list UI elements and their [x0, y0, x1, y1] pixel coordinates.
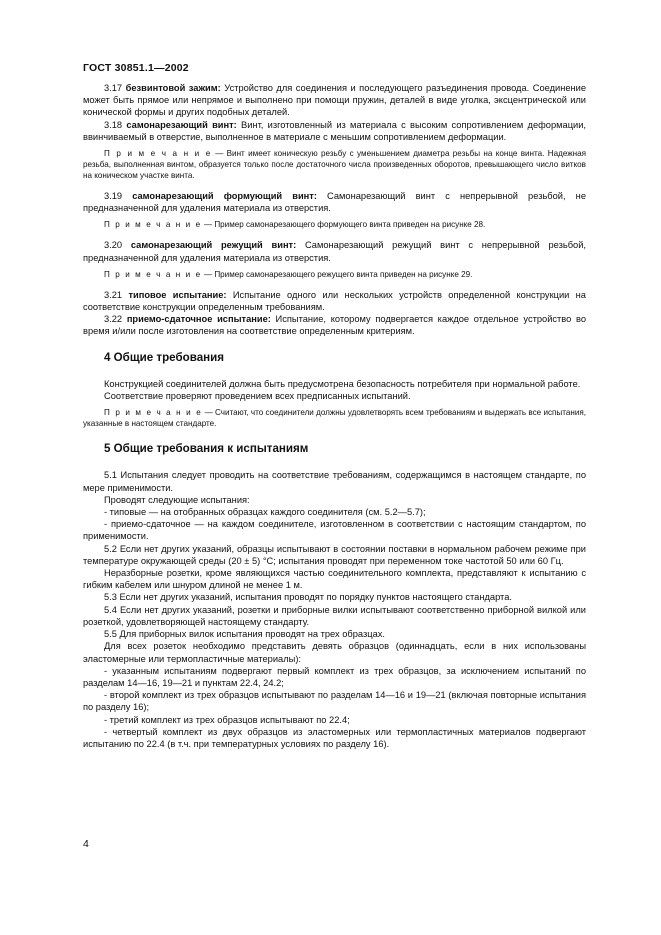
clause-number: 3.17	[104, 83, 123, 93]
clause-number: 3.19	[104, 191, 123, 202]
list-item: - приемо-сдаточное — на каждом соединителе, изготовленном в соответствии с настоящим стандартом, по применимости.	[83, 519, 586, 542]
clause-3-20	[83, 239, 586, 263]
section-5-paragraph: Проводят следующие испытания:	[104, 494, 250, 505]
clause-term: типовое испытание:	[128, 289, 227, 300]
clause-term: самонарезающий винт:	[126, 119, 237, 130]
section-5-paragraph: Неразборные розетки, кроме являющихся частью соединительного комплекта, представляют к испытанию с гибким кабелем или шнуром длиной не менее 1 м.	[83, 568, 586, 591]
clause-text: Самонарезающий режущий винт с непрерывной резьбой, предназначенной для удаления материала из отверстия.	[83, 240, 587, 263]
clause-number: 3.20	[104, 240, 123, 251]
clause-3-21	[83, 289, 586, 313]
section-5-heading: 5 Общие требования к испытаниям	[104, 442, 309, 456]
document-body	[83, 82, 586, 750]
clause-5-5: 5.5 Для приборных вилок испытания проводят на трех образцах.	[104, 629, 385, 640]
clause-number: 3.22	[104, 314, 123, 325]
document-header: ГОСТ 30851.1—2002	[83, 62, 189, 74]
section-5-paragraph: Для всех розеток необходимо представить девять образцов (одиннадцать, если в них использованы эластомерные или термопластичные материалы):	[83, 641, 586, 664]
clause-5-2: 5.2 Если нет других указаний, образцы испытывают в состоянии поставки в нормальном рабочем режиме при температуре окружающей среды (20 ± 5) °С; испытания проводят при переменном токе частотой 50 или 60 Гц.	[83, 543, 586, 566]
list-item: - третий комплект из трех образцов испытывают по 22.4;	[104, 714, 350, 725]
note-label: П р и м е ч а н и е	[104, 149, 212, 159]
clause-3-18	[83, 119, 586, 143]
note-3-20	[83, 269, 586, 280]
list-item: - указанным испытаниям подвергают первый комплект из трех образцов, за исключением испытаний по разделам 14—16, 19—21 и пунктам 22.4, 24.2;	[83, 665, 586, 688]
note-label: П р и м е ч а н и е	[104, 408, 203, 418]
clause-term: приемо-сдаточное испытание:	[126, 314, 271, 325]
note-label: П р и м е ч а н и е	[104, 220, 202, 230]
note-label: П р и м е ч а н и е	[104, 269, 202, 279]
section-4-heading: 4 Общие требования	[104, 350, 225, 364]
section-4-paragraph: Конструкцией соединителей должна быть предусмотрена безопасность потребителя при нормальной работе.	[104, 378, 581, 389]
clause-text: Испытание одного или нескольких устройств определенной конструкции на соответствие конструкции определенным требованиям.	[83, 289, 586, 313]
list-item: - второй комплект из трех образцов испытывают по разделам 14—16 и 19—21 (включая повторные испытания по разделу 16);	[83, 690, 586, 713]
note-text: — Пример самонарезающего режущего винта приведен на рисунке 29.	[204, 269, 473, 279]
clause-5-4: 5.4 Если нет других указаний, розетки и приборные вилки испытывают соответственно приборной вилкой или розеткой, удовлетворяющей настоящему стандарту.	[83, 604, 586, 627]
clause-3-19	[83, 190, 586, 214]
list-item: - четвертый комплект из двух образцов из эластомерных или термопластичных материалов подвергают испытанию по 22.4 (в т.ч. при температурных условиях по разделу 16).	[83, 726, 586, 749]
note-3-19	[83, 219, 586, 230]
note-text: — Считают, что соединители должны удовлетворять всем требованиям и выдержать все испытания, указанные в настоящем стандарте.	[83, 408, 586, 429]
clause-text: Устройство для соединения и последующего разъединения провода. Соединение может быть прямое или непрямое и выполнено при помощи пружин, деталей в виде уголка, эксцентрической или конической формы и других подобных деталей.	[83, 83, 587, 118]
clause-5-3: 5.3 Если нет других указаний, испытания проводят по порядку пунктов настоящего стандарта.	[104, 592, 512, 603]
page-number: 4	[83, 838, 89, 850]
clause-text: Испытание, которому подвергается каждое отдельное устройство во время и/или после изготовления на соответствие определенным критериям.	[83, 314, 587, 337]
clause-5-1: 5.1 Испытания следует проводить на соответствие требованиям, содержащимся в настоящем стандарте, по мере применимости.	[83, 470, 586, 493]
clause-text: Винт, изготовленный из материала с высоким сопротивлением деформации, ввинчиваемый в отверстие, выполненное в материале с меньшим сопротивлением деформации.	[83, 119, 586, 142]
note-section-4	[83, 407, 586, 429]
clause-number: 3.18	[104, 119, 123, 130]
clause-term: безвинтовой зажим:	[125, 83, 221, 93]
note-text: — Пример самонарезающего формующего винта приведен на рисунке 28.	[204, 220, 486, 230]
clause-3-22	[83, 313, 586, 337]
clause-term: самонарезающий формующий винт:	[132, 191, 317, 202]
list-item: - типовые — на отобранных образцах каждого соединителя (см. 5.2—5.7);	[104, 507, 426, 518]
clause-number: 3.21	[104, 289, 123, 300]
section-4-paragraph: Соответствие проверяют проведением всех предписанных испытаний.	[104, 391, 411, 402]
clause-term: самонарезающий режущий винт:	[130, 240, 297, 251]
note-3-18	[83, 148, 586, 181]
note-text: — Винт имеет коническую резьбу с уменьшением диаметра резьбы на конце винта. Надежная резьба, выполненная винтом, образуется только после достаточного числа произведенных оборотов, превышающего число витков на коническом участке винта.	[83, 149, 587, 181]
clause-text: Самонарезающий винт с непрерывной резьбой, не предназначенной для удаления материала из отверстия.	[83, 191, 586, 214]
clause-3-17	[83, 82, 586, 119]
